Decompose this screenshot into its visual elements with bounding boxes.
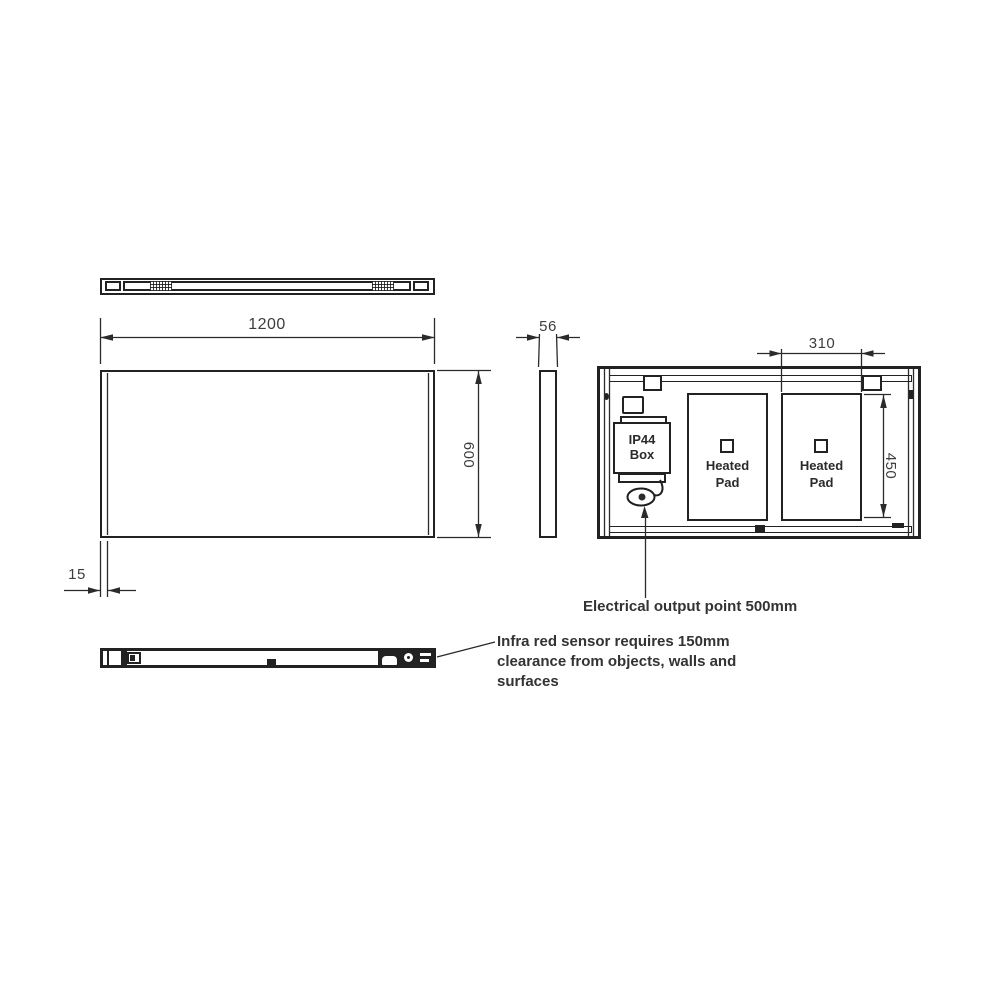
heated-pad-left-label: [689, 457, 766, 491]
top-view-right-end-cell: [413, 281, 429, 291]
frame-mark-left: [604, 393, 609, 400]
heated-pad-right-label: [783, 457, 860, 491]
dim-450-value: 450: [882, 452, 899, 480]
wall-bracket-right: [862, 375, 882, 391]
top-view-hatch-right: [372, 281, 394, 291]
bottom-view-switch-dot: [130, 655, 135, 661]
frame-mark-right: [908, 390, 914, 399]
infra-red-sensor-dot: [407, 656, 410, 659]
ip44-box: [613, 422, 671, 474]
sensor-note-leader: [437, 642, 495, 657]
ip44-box-label: [615, 432, 669, 462]
heated-pad-right-fixing: [814, 439, 828, 453]
small-connector-box: [622, 396, 644, 414]
heated-pad-label-line2: Pad: [715, 475, 740, 490]
ip44-label-line1: IP44: [628, 432, 656, 447]
sensor-note-line1: Infra red sensor requires 150mm: [497, 633, 730, 650]
bottom-view-end-module: [417, 651, 433, 665]
dim-56-value: 56: [539, 318, 557, 335]
bottom-view-switch: [127, 652, 141, 664]
dim-600-value: 600: [460, 441, 477, 469]
infra-red-sensor: [401, 651, 417, 665]
bottom-view-speaker-inset: [382, 656, 397, 665]
heated-pad-right: [781, 393, 862, 521]
infra-red-sensor-lens: [404, 653, 413, 662]
bottom-view-center-mark: [267, 659, 276, 665]
heated-pad-left-fixing: [720, 439, 734, 453]
wall-bracket-left: [643, 375, 662, 391]
bottom-rail-notch: [755, 525, 765, 533]
top-view-hatch-left: [150, 281, 172, 291]
heated-pad-label-line1: Heated: [705, 458, 750, 473]
heated-pad-label-line2: Pad: [809, 475, 834, 490]
dim-15-value: 15: [68, 566, 86, 583]
side-view-mirror: [539, 370, 557, 538]
bottom-view-speaker: [378, 651, 401, 665]
dim-310-value: 310: [808, 335, 836, 352]
front-view-mirror: [100, 370, 435, 538]
bottom-view-end-slot-1: [420, 653, 431, 656]
electrical-output-note: Electrical output point 500mm: [583, 598, 798, 615]
ip44-label-line2: Box: [629, 447, 655, 462]
sensor-note: [497, 632, 736, 692]
heated-pad-left: [687, 393, 768, 521]
dim-1200-value: 1200: [248, 316, 286, 333]
top-view-left-end-cell: [105, 281, 121, 291]
bottom-rail-tick: [892, 523, 904, 528]
back-view-mirror: [597, 366, 921, 539]
sensor-note-line3: surfaces: [497, 673, 559, 690]
bottom-view-end-slot-2: [420, 659, 429, 662]
bottom-view-left-divider: [107, 651, 109, 665]
top-view-bar: [100, 278, 435, 295]
heated-pad-label-line1: Heated: [799, 458, 844, 473]
bottom-view-bar: [100, 648, 436, 668]
sensor-note-line2: clearance from objects, walls and: [497, 653, 737, 670]
dim-56-lines: [516, 334, 580, 367]
ip44-bottom-flange: [618, 473, 666, 483]
